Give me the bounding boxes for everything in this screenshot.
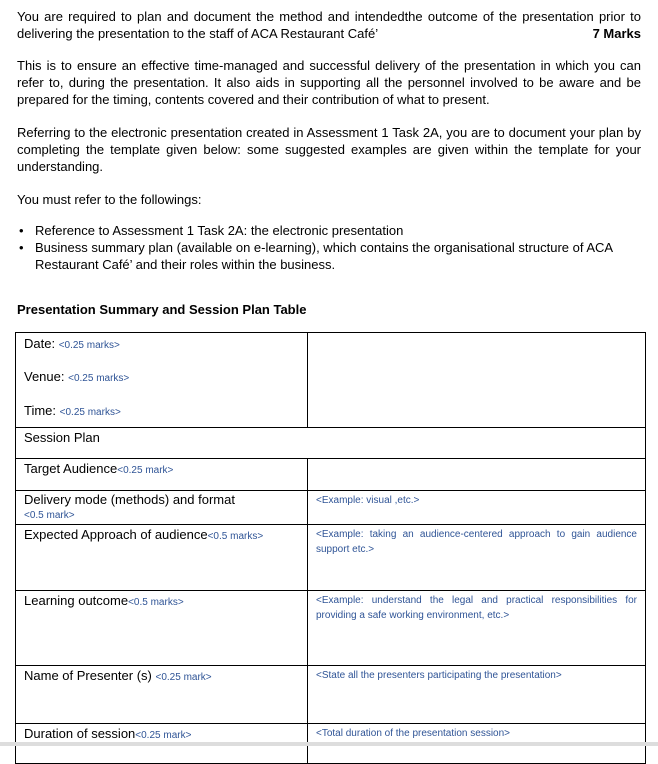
table-row (16, 525, 646, 591)
marks-note: <0.5 mark> (24, 510, 75, 521)
table-title: Presentation Summary and Session Plan Table (17, 302, 307, 317)
row-label (16, 459, 308, 491)
session-plan-header: Session Plan (16, 428, 646, 459)
label-text: Duration of session (24, 726, 136, 741)
intro-text: You are required to plan and document the method and intendedthe outcome of the presentation prior to delivering the presentation to the staff of ACA Restaurant Café’ (17, 9, 641, 41)
marks-note: <0.25 marks> (68, 373, 130, 384)
venue-label: Venue: (24, 369, 69, 384)
reference-list (17, 222, 641, 273)
label-text: Learning outcome (24, 593, 129, 608)
table-row (16, 591, 646, 666)
marks-note: <0.25 mark> (117, 465, 174, 476)
answer-cell[interactable] (308, 333, 646, 428)
marks-note: <0.25 marks> (58, 340, 120, 351)
list-item: • Reference to Assessment 1 Task 2A: the electronic presentation (17, 222, 641, 239)
page-bottom-bar (0, 742, 658, 746)
marks-note: <0.25 mark> (155, 672, 212, 683)
row-label (16, 525, 308, 591)
intro-paragraph-1 (17, 8, 641, 42)
table-row (16, 333, 646, 428)
label-text: Target Audience (24, 461, 118, 476)
table-row (16, 459, 646, 491)
row-label (16, 491, 308, 525)
example-text: <Total duration of the presentation session> (316, 728, 511, 739)
row-label (16, 591, 308, 666)
list-item: • Business summary plan (available on e-learning), which contains the organisational structure of ACA Restaurant Café’ and their roles within the business. (17, 239, 641, 273)
example-text: <State all the presenters participating the presentation> (316, 670, 562, 681)
marks-note: <0.5 marks> (128, 597, 184, 608)
label-text: Expected Approach of audience (24, 527, 208, 542)
example-text: <Example: visual ,etc.> (316, 495, 420, 506)
intro-paragraph-4: You must refer to the followings: (17, 192, 202, 207)
answer-cell[interactable] (308, 491, 646, 525)
intro-paragraph-3: Referring to the electronic presentation created in Assessment 1 Task 2A, you are to document your plan by completing the template given below: some suggested examples are given within the template for your understanding. (17, 125, 641, 174)
date-label: Date: (24, 336, 59, 351)
label-text: Name of Presenter (s) (24, 668, 156, 683)
table-row (16, 491, 646, 525)
answer-cell[interactable] (308, 591, 646, 666)
intro-paragraph-2: This is to ensure an effective time-managed and successful delivery of the presentation in which you can refer to, during the presentation. It also aids in supporting all the personnel involved to be aware and be prepared for the timing, contents covered and their contribution of what to present. (17, 58, 641, 107)
answer-cell[interactable] (308, 459, 646, 491)
date-venue-time-cell[interactable] (16, 333, 308, 428)
marks-label: 7 Marks (592, 26, 641, 41)
example-text: <Example: taking an audience-centered approach to gain audience support etc.> (316, 529, 637, 555)
marks-note: <0.5 marks> (207, 531, 264, 542)
marks-note: <0.25 marks> (59, 407, 121, 418)
table-row (16, 666, 646, 724)
table-row (16, 428, 646, 459)
answer-cell[interactable] (308, 525, 646, 591)
marks-note: <0.25 mark> (135, 730, 192, 741)
time-label: Time: (24, 403, 60, 418)
session-plan-table (15, 332, 646, 764)
row-label (16, 666, 308, 724)
example-text (316, 460, 637, 461)
example-text: <Example: understand the legal and practical responsibilities for providing a safe working environment, etc.> (316, 595, 637, 621)
answer-cell[interactable] (308, 666, 646, 724)
label-text: Delivery mode (methods) and format (24, 492, 235, 507)
